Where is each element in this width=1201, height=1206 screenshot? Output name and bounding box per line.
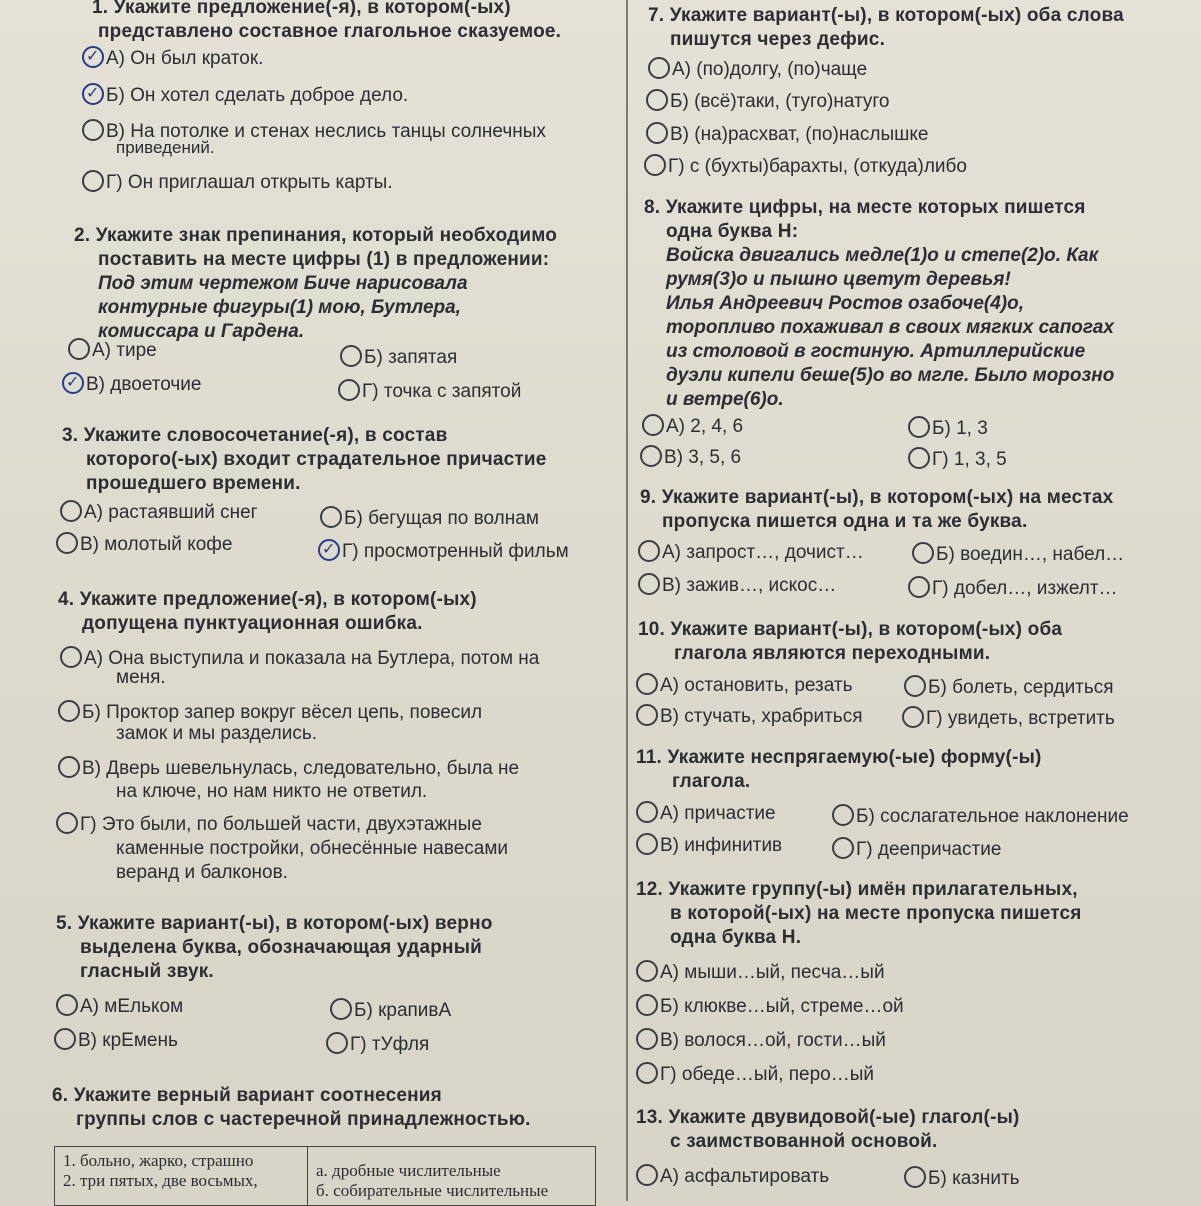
q11-option-b[interactable]: Б) сослагательное наклонение: [832, 804, 1129, 828]
radio-circle-icon[interactable]: [912, 542, 934, 564]
q1-option-c-cont: приведений.: [116, 138, 215, 157]
question-11-title-line-1: 11. Укажите неспрягаемую(-ые) форму(-ы): [636, 747, 1042, 768]
radio-circle-icon[interactable]: [640, 445, 662, 467]
table-item: б. собирательные числительные: [316, 1181, 549, 1200]
q10-option-d[interactable]: Г) увидеть, встретить: [902, 706, 1115, 730]
radio-circle-icon[interactable]: [642, 414, 664, 436]
radio-circle-icon[interactable]: [56, 532, 78, 554]
table-item: 1. больно, жарко, страшно: [63, 1151, 254, 1170]
radio-circle-icon[interactable]: [636, 673, 658, 695]
question-13-title-line-2: с заимствованной основой.: [670, 1131, 938, 1152]
question-8-sentence-line-7: и ветре(6)о.: [666, 389, 784, 410]
question-4-title-line-1: 4. Укажите предложение(-я), в котором(-ых): [58, 589, 477, 610]
question-3-title-line-3: прошедшего времени.: [86, 473, 301, 494]
radio-circle-icon[interactable]: [908, 576, 930, 598]
radio-circle-icon[interactable]: [636, 1062, 658, 1084]
radio-circle-icon[interactable]: [636, 1028, 658, 1050]
q7-option-c[interactable]: В) (на)расхват, (по)наслышке: [646, 122, 928, 146]
q12-option-c[interactable]: В) волося…ой, гости…ый: [636, 1028, 886, 1052]
q13-option-b[interactable]: Б) казнить: [904, 1166, 1020, 1190]
table-item: 2. три пятых, две восьмых,: [63, 1171, 258, 1190]
q1-option-b[interactable]: ✓Б) Он хотел сделать доброе дело.: [82, 83, 408, 107]
radio-circle-icon[interactable]: [908, 447, 930, 469]
q4-option-d[interactable]: Г) Это были, по большей части, двухэтажные: [56, 812, 482, 836]
radio-circle-icon[interactable]: [82, 83, 104, 105]
q5-option-a[interactable]: А) мЕльком: [56, 994, 183, 1018]
question-9-title-line-2: пропуска пишется одна и та же буква.: [662, 511, 1028, 532]
q12-option-a[interactable]: А) мыши…ый, песча…ый: [636, 960, 885, 984]
q2-option-b[interactable]: Б) запятая: [340, 345, 457, 369]
q4-option-b[interactable]: Б) Проктор запер вокруг вёсел цепь, повесил: [58, 700, 482, 724]
q2-option-a[interactable]: А) тире: [68, 338, 157, 362]
question-6-title-line-2: группы слов с частеречной принадлежностью.: [76, 1109, 531, 1130]
radio-circle-icon[interactable]: [58, 700, 80, 722]
q10-option-a[interactable]: А) остановить, резать: [636, 673, 853, 697]
q7-option-d[interactable]: Г) с (бухты)барахты, (откуда)либо: [644, 154, 967, 178]
question-11: [636, 746, 1196, 794]
radio-circle-icon[interactable]: [82, 119, 104, 141]
radio-circle-icon[interactable]: [904, 1166, 926, 1188]
q7-option-a[interactable]: А) (по)долгу, (по)чаще: [648, 57, 867, 81]
radio-circle-icon[interactable]: [904, 675, 926, 697]
question-2-title-line-2: поставить на месте цифры (1) в предложении:: [98, 249, 550, 270]
q3-option-a[interactable]: А) растаявший снег: [60, 500, 258, 524]
question-5-title-line-1: 5. Укажите вариант(-ы), в котором(-ых) верно: [56, 913, 493, 934]
q7-option-b[interactable]: Б) (всё)таки, (туго)натуго: [646, 89, 890, 113]
question-9-title-line-1: 9. Укажите вариант(-ы), в котором(-ых) на местах: [640, 487, 1114, 508]
question-8-title-line-1: 8. Укажите цифры, на месте которых пишется: [644, 197, 1086, 218]
radio-circle-icon[interactable]: [646, 89, 668, 111]
question-3-title-line-1: 3. Укажите словосочетание(-я), в состав: [62, 425, 448, 446]
q11-option-c[interactable]: В) инфинитив: [636, 833, 782, 857]
question-4-title-line-2: допущена пунктуационная ошибка.: [82, 613, 423, 634]
q5-option-b[interactable]: Б) крапивА: [330, 998, 451, 1022]
question-6: [52, 1084, 642, 1132]
q9-option-b[interactable]: Б) воедин…, набел…: [912, 542, 1124, 566]
question-13-title-line-1: 13. Укажите двувидовой(-ые) глагол(-ы): [636, 1107, 1020, 1128]
matching-table: [54, 1146, 596, 1206]
radio-circle-icon[interactable]: [832, 837, 854, 859]
q3-option-c[interactable]: В) молотый кофе: [56, 532, 232, 556]
q8-option-c[interactable]: В) 3, 5, 6: [640, 445, 741, 469]
table-cell-right: [308, 1147, 596, 1206]
q4-option-c-cont: на ключе, но нам никто не ответил.: [116, 781, 428, 802]
table-item: а. дробные числительные: [316, 1161, 501, 1180]
q5-option-c[interactable]: В) крЕмень: [54, 1028, 178, 1052]
question-5-title-line-3: гласный звук.: [80, 961, 214, 982]
q1-option-d[interactable]: Г) Он приглашал открыть карты.: [82, 170, 393, 194]
question-1-title-line-1: 1. Укажите предложение(-я), в котором(-ых): [92, 0, 511, 18]
radio-circle-icon[interactable]: [82, 170, 104, 192]
question-9: [640, 486, 1200, 534]
question-2: [74, 224, 654, 344]
question-12-title-line-3: одна буква Н.: [670, 927, 802, 948]
radio-circle-icon[interactable]: [318, 539, 340, 561]
radio-circle-icon[interactable]: [340, 345, 362, 367]
question-7: [648, 4, 1198, 52]
question-10: [638, 618, 1198, 666]
radio-circle-icon[interactable]: [636, 1164, 658, 1186]
question-12-title-line-2: в которой(-ых) на месте пропуска пишется: [670, 903, 1082, 924]
q1-option-a[interactable]: ✓А) Он был краток.: [82, 46, 263, 70]
question-2-sentence-line-2: контурные фигуры(1) мою, Бутлера,: [98, 297, 461, 318]
radio-circle-icon[interactable]: [326, 1032, 348, 1054]
radio-circle-icon[interactable]: [338, 379, 360, 401]
q4-option-d-cont2: веранд и балконов.: [116, 862, 288, 883]
q10-option-b[interactable]: Б) болеть, сердиться: [904, 675, 1114, 699]
q13-option-a[interactable]: А) асфальтировать: [636, 1164, 829, 1188]
q2-option-c[interactable]: ✓В) двоеточие: [62, 372, 201, 396]
radio-circle-icon[interactable]: [908, 416, 930, 438]
radio-circle-icon[interactable]: [56, 994, 78, 1016]
question-7-title-line-1: 7. Укажите вариант(-ы), в котором(-ых) оба слова: [648, 5, 1124, 26]
question-3-title-line-2: которого(-ых) входит страдательное причастие: [86, 449, 547, 470]
q3-option-b[interactable]: Б) бегущая по волнам: [320, 506, 539, 530]
q5-option-d[interactable]: Г) тУфля: [326, 1032, 429, 1056]
radio-circle-icon[interactable]: [636, 833, 658, 855]
question-13: [636, 1106, 1196, 1154]
question-10-title-line-1: 10. Укажите вариант(-ы), в котором(-ых) оба: [638, 619, 1063, 640]
radio-circle-icon[interactable]: [636, 801, 658, 823]
q4-option-b-cont: замок и мы разделись.: [116, 723, 318, 744]
radio-circle-icon[interactable]: [648, 57, 670, 79]
radio-circle-icon[interactable]: [60, 646, 82, 668]
radio-circle-icon[interactable]: [82, 46, 104, 68]
q1-option-c[interactable]: В) На потолке и стенах неслись танцы солнечных: [82, 119, 546, 143]
question-2-sentence-line-3: комиссара и Гардена.: [98, 321, 305, 342]
q11-option-d[interactable]: Г) деепричастие: [832, 837, 1001, 861]
question-12-title-line-1: 12. Укажите группу(-ы) имён прилагательных,: [636, 879, 1078, 900]
q11-option-a[interactable]: А) причастие: [636, 801, 776, 825]
question-10-title-line-2: глагола являются переходными.: [674, 643, 991, 664]
question-8-sentence-line-3: Илья Андреевич Ростов озабоче(4)о,: [666, 293, 1024, 314]
radio-circle-icon[interactable]: [330, 998, 352, 1020]
radio-circle-icon[interactable]: [60, 500, 82, 522]
question-11-title-line-2: глагола.: [672, 771, 751, 792]
question-2-sentence-line-1: Под этим чертежом Биче нарисовала: [98, 273, 468, 294]
q2-option-d[interactable]: Г) точка с запятой: [338, 379, 521, 403]
radio-circle-icon[interactable]: [638, 573, 660, 595]
question-8: [644, 196, 1194, 412]
q12-option-d[interactable]: Г) обеде…ый, перо…ый: [636, 1062, 874, 1086]
q9-option-d[interactable]: Г) добел…, изжелт…: [908, 576, 1118, 600]
q8-option-d[interactable]: Г) 1, 3, 5: [908, 447, 1007, 471]
q4-option-a[interactable]: А) Она выступила и показала на Бутлера, потом на: [60, 646, 539, 670]
question-8-sentence-line-5: из столовой в гостиную. Артиллерийские: [666, 341, 1086, 362]
table-cell-left: [55, 1147, 308, 1206]
q8-option-b[interactable]: Б) 1, 3: [908, 416, 988, 440]
question-3: [62, 424, 652, 496]
radio-circle-icon[interactable]: [62, 372, 84, 394]
radio-circle-icon[interactable]: [68, 338, 90, 360]
radio-circle-icon[interactable]: [56, 812, 78, 834]
question-7-title-line-2: пишутся через дефис.: [670, 29, 886, 50]
radio-circle-icon[interactable]: [58, 756, 80, 778]
q10-option-c[interactable]: В) стучать, храбриться: [636, 704, 863, 728]
question-6-title-line-1: 6. Укажите верный вариант соотнесения: [52, 1085, 442, 1106]
q8-option-a[interactable]: А) 2, 4, 6: [642, 414, 743, 438]
radio-circle-icon[interactable]: [638, 540, 660, 562]
question-12: [636, 878, 1196, 950]
question-4: [58, 588, 648, 636]
radio-circle-icon[interactable]: [636, 704, 658, 726]
question-8-sentence-line-2: румя(3)о и пышно цветут деревья!: [666, 269, 1011, 290]
q4-option-c[interactable]: В) Дверь шевельнулась, следовательно, была не: [58, 756, 519, 780]
radio-circle-icon[interactable]: [832, 804, 854, 826]
q4-option-d-cont: каменные постройки, обнесённые навесами: [116, 838, 509, 859]
q9-option-c[interactable]: В) зажив…, искос…: [638, 573, 836, 597]
q3-option-d[interactable]: ✓ Г) просмотренный фильм: [318, 539, 569, 563]
radio-circle-icon[interactable]: [636, 994, 658, 1016]
radio-circle-icon[interactable]: [54, 1028, 76, 1050]
radio-circle-icon[interactable]: [646, 122, 668, 144]
question-5-title-line-2: выделена буква, обозначающая ударный: [80, 937, 482, 958]
q4-option-a-cont: меня.: [116, 667, 166, 688]
radio-circle-icon[interactable]: [636, 960, 658, 982]
q9-option-a[interactable]: А) запрост…, дочист…: [638, 540, 864, 564]
q12-option-b[interactable]: Б) клюкве…ый, стреме…ой: [636, 994, 904, 1018]
radio-circle-icon[interactable]: [320, 506, 342, 528]
radio-circle-icon[interactable]: [902, 706, 924, 728]
question-5: [56, 912, 646, 984]
question-8-sentence-line-1: Войска двигались медле(1)о и степе(2)о. Как: [666, 245, 1099, 266]
question-2-title-line-1: 2. Укажите знак препинания, который необходимо: [74, 225, 558, 246]
radio-circle-icon[interactable]: [644, 154, 666, 176]
question-8-sentence-line-6: дуэли кипели беше(5)о во мгле. Было морозно: [666, 365, 1115, 386]
question-1-title-line-2: представлено составное глагольное сказуемое.: [98, 21, 562, 42]
question-8-title-line-2: одна буква Н:: [666, 221, 799, 242]
question-1: [92, 0, 672, 44]
question-8-sentence-line-4: торопливо похаживал в своих мягких сапогах: [666, 317, 1114, 338]
